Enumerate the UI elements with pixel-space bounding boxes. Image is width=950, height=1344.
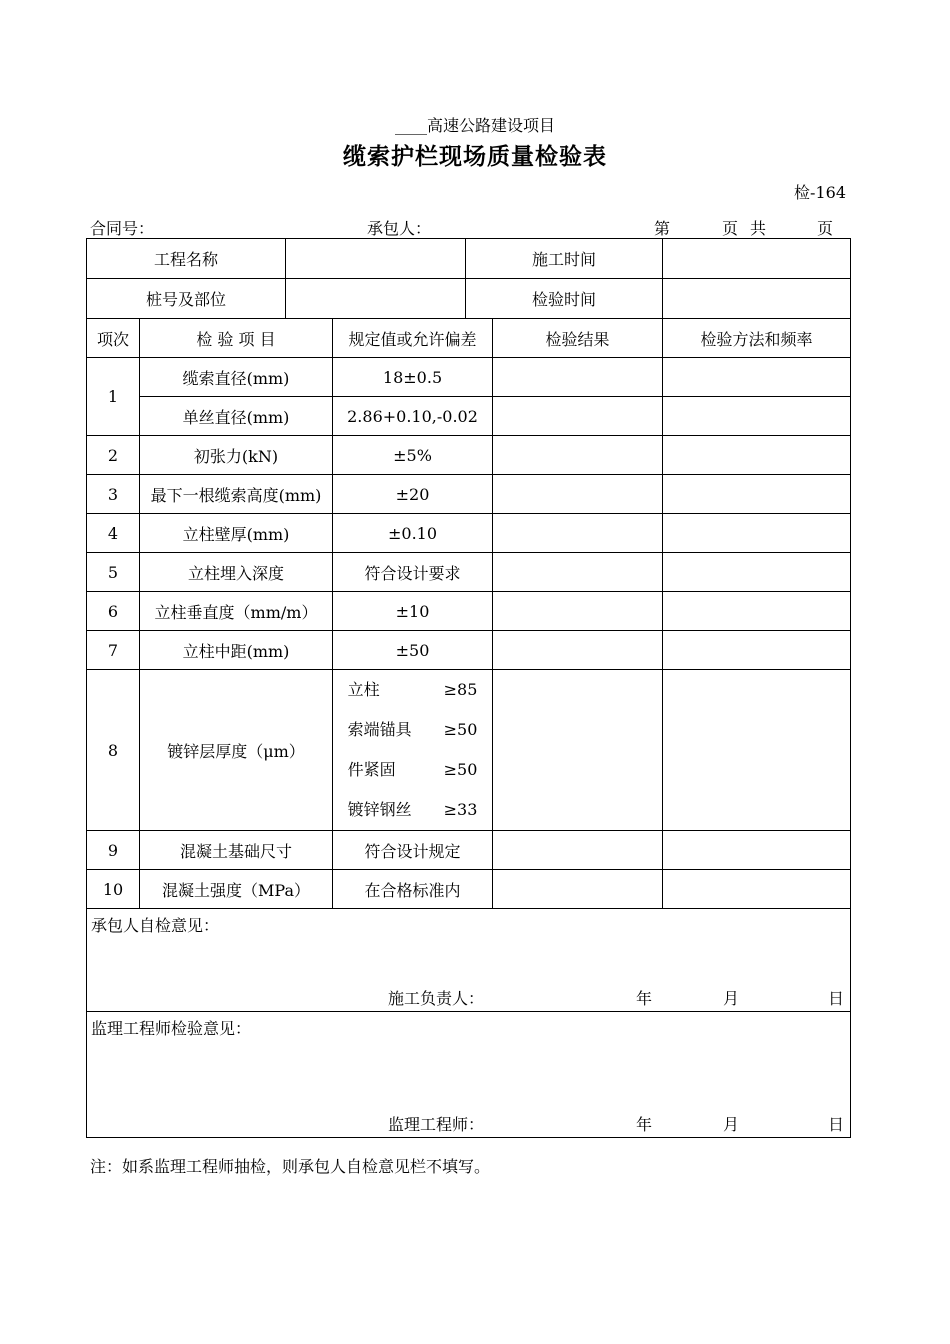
station-value[interactable] — [286, 279, 466, 319]
item-spec: 符合设计要求 — [333, 553, 493, 592]
spec-part: 立柱 — [347, 680, 380, 699]
year-label: 年 — [636, 989, 653, 1008]
col-header-result: 检验结果 — [493, 319, 663, 358]
spec-part: 镀锌钢丝 — [347, 800, 412, 819]
column-header-row — [87, 319, 851, 358]
item-no: 5 — [87, 553, 140, 592]
info-row-2 — [87, 279, 851, 319]
col-header-no: 项次 — [87, 319, 140, 358]
contract-no-label: 合同号： — [90, 219, 155, 238]
item-name: 镀锌层厚度（μm） — [140, 670, 333, 831]
contractor-opinion-row — [87, 909, 851, 1012]
result-cell[interactable] — [493, 436, 663, 475]
item-name: 立柱壁厚(mm) — [140, 514, 333, 553]
item-spec: ±50 — [333, 631, 493, 670]
supervisor-opinion-box[interactable] — [87, 1012, 851, 1138]
result-cell[interactable] — [493, 475, 663, 514]
inspection-time-value[interactable] — [663, 279, 851, 319]
item-no: 7 — [87, 631, 140, 670]
table-row — [87, 670, 851, 831]
table-row — [87, 592, 851, 631]
item-name: 立柱垂直度（mm/m） — [140, 592, 333, 631]
table-row — [87, 397, 851, 436]
item-name: 混凝土强度（MPa） — [140, 870, 333, 909]
spec-line — [348, 750, 478, 790]
year-label: 年 — [636, 1115, 653, 1134]
project-name-label: 工程名称 — [87, 239, 286, 279]
result-cell[interactable] — [493, 670, 663, 831]
col-header-item: 检 验 项 目 — [140, 319, 333, 358]
result-cell[interactable] — [493, 592, 663, 631]
spec-part: 件紧固 — [347, 760, 396, 779]
spec-value: ≥85 — [443, 680, 478, 699]
method-cell[interactable] — [663, 631, 851, 670]
table-row — [87, 514, 851, 553]
item-spec: ±10 — [333, 592, 493, 631]
construction-manager-label: 施工负责人： — [388, 989, 485, 1008]
spec-value: ≥50 — [443, 720, 478, 739]
table-row — [87, 358, 851, 397]
item-no: 9 — [87, 831, 140, 870]
result-cell[interactable] — [493, 514, 663, 553]
contractor-label: 承包人： — [367, 219, 432, 238]
construction-time-value[interactable] — [663, 239, 851, 279]
contractor-opinion-label: 承包人自检意见： — [91, 916, 220, 935]
result-cell[interactable] — [493, 553, 663, 592]
item-no: 6 — [87, 592, 140, 631]
page-total-prefix: 共 — [750, 219, 767, 238]
construction-time-label: 施工时间 — [466, 239, 663, 279]
method-cell[interactable] — [663, 397, 851, 436]
page-ye-label: 页 — [722, 219, 739, 238]
item-name: 立柱中距(mm) — [140, 631, 333, 670]
footnote: 注：如系监理工程师抽检，则承包人自检意见栏不填写。 — [90, 1157, 491, 1176]
form-number: 检-164 — [794, 183, 846, 202]
spec-value: ≥50 — [443, 760, 478, 779]
page-total-suffix: 页 — [817, 219, 834, 238]
inspection-table — [86, 238, 851, 1138]
supervisor-opinion-label: 监理工程师检验意见： — [91, 1019, 252, 1038]
spec-line — [348, 670, 478, 710]
supervisor-signature-label: 监理工程师： — [388, 1115, 485, 1134]
spec-part: 索端锚具 — [347, 720, 412, 739]
method-cell[interactable] — [663, 514, 851, 553]
page-no-label: 第 — [654, 219, 671, 238]
item-no: 1 — [87, 358, 140, 436]
table-row — [87, 475, 851, 514]
info-row-1 — [87, 239, 851, 279]
inspection-time-label: 检验时间 — [466, 279, 663, 319]
method-cell[interactable] — [663, 870, 851, 909]
project-name-value[interactable] — [286, 239, 466, 279]
item-name: 单丝直径(mm) — [140, 397, 333, 436]
table-row — [87, 436, 851, 475]
item-spec: ±5% — [333, 436, 493, 475]
item-name: 初张力(kN) — [140, 436, 333, 475]
item-no: 2 — [87, 436, 140, 475]
result-cell[interactable] — [493, 358, 663, 397]
table-row — [87, 631, 851, 670]
method-cell[interactable] — [663, 670, 851, 831]
supervisor-opinion-row — [87, 1012, 851, 1138]
item-name: 混凝土基础尺寸 — [140, 831, 333, 870]
item-spec: 符合设计规定 — [333, 831, 493, 870]
item-name: 立柱埋入深度 — [140, 553, 333, 592]
spec-line — [348, 710, 478, 750]
station-label: 桩号及部位 — [87, 279, 286, 319]
item-spec: 在合格标准内 — [333, 870, 493, 909]
result-cell[interactable] — [493, 631, 663, 670]
result-cell[interactable] — [493, 870, 663, 909]
day-label: 日 — [828, 989, 845, 1008]
item-no: 3 — [87, 475, 140, 514]
table-row — [87, 870, 851, 909]
month-label: 月 — [723, 989, 740, 1008]
form-title: 缆索护栏现场质量检验表 — [343, 143, 607, 170]
item-no: 10 — [87, 870, 140, 909]
table-row — [87, 553, 851, 592]
col-header-method: 检验方法和频率 — [663, 319, 851, 358]
item-no: 8 — [87, 670, 140, 831]
month-label: 月 — [723, 1115, 740, 1134]
item-no: 4 — [87, 514, 140, 553]
day-label: 日 — [828, 1115, 845, 1134]
method-cell[interactable] — [663, 831, 851, 870]
method-cell[interactable] — [663, 592, 851, 631]
method-cell[interactable] — [663, 358, 851, 397]
spec-value: ≥33 — [443, 800, 478, 819]
item-spec: 2.86+0.10,-0.02 — [333, 397, 493, 436]
project-name-header: ____高速公路建设项目 — [394, 116, 555, 135]
item-spec: ±20 — [333, 475, 493, 514]
method-cell[interactable] — [663, 436, 851, 475]
item-spec: ±0.10 — [333, 514, 493, 553]
table-row — [87, 831, 851, 870]
item-spec: 18±0.5 — [333, 358, 493, 397]
item-name: 缆索直径(mm) — [140, 358, 333, 397]
method-cell[interactable] — [663, 475, 851, 514]
result-cell[interactable] — [493, 831, 663, 870]
result-cell[interactable] — [493, 397, 663, 436]
item-name: 最下一根缆索高度(mm) — [140, 475, 333, 514]
col-header-spec: 规定值或允许偏差 — [333, 319, 493, 358]
item-spec-list — [333, 670, 493, 831]
method-cell[interactable] — [663, 553, 851, 592]
spec-line — [348, 790, 478, 830]
contractor-opinion-box[interactable] — [87, 909, 851, 1012]
